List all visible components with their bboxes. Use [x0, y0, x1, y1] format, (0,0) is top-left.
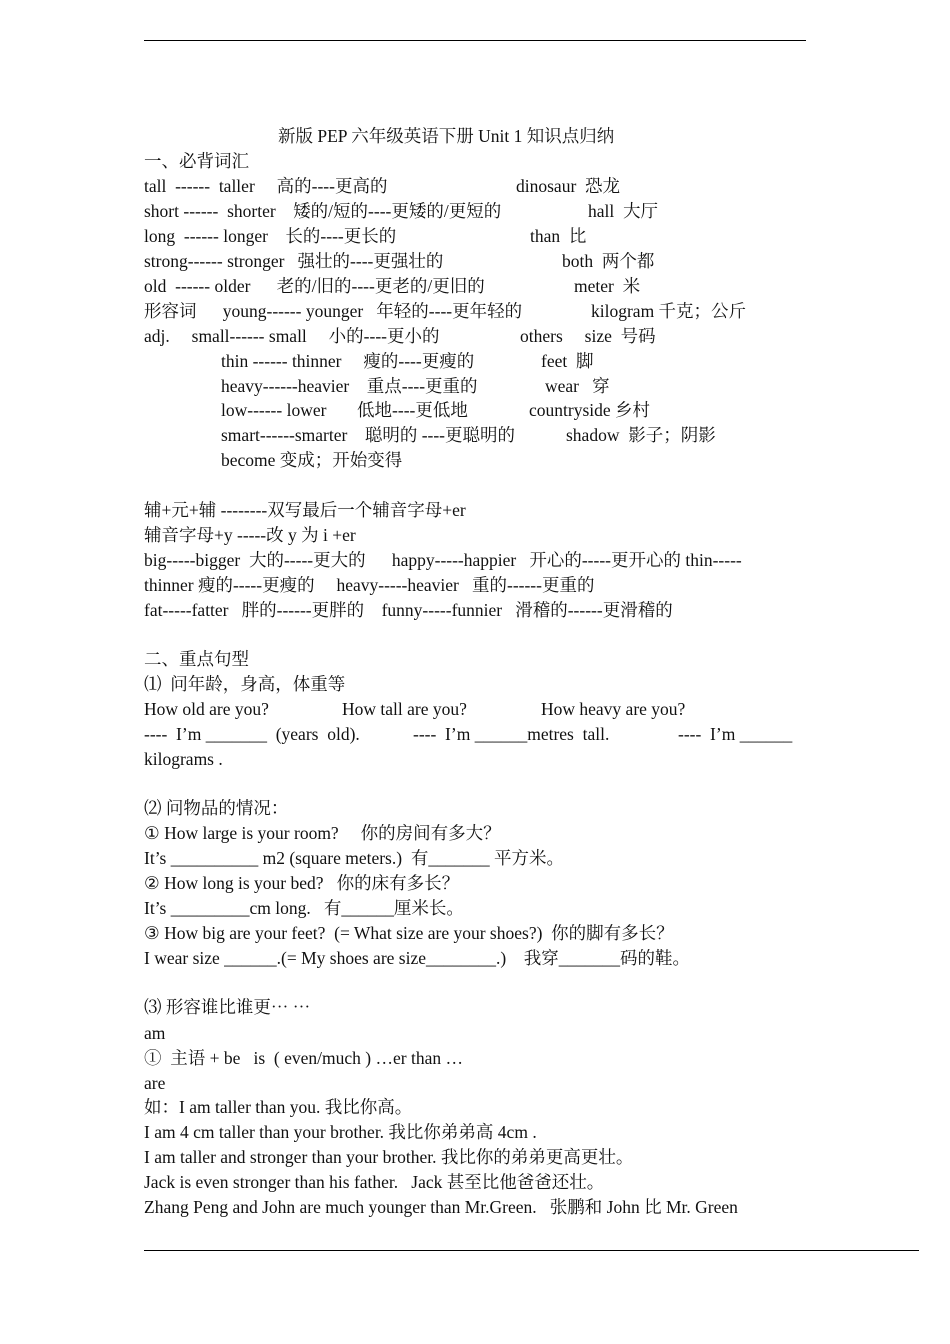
vocab-left: old ------ older 老的/旧的----更老的/更旧的 — [144, 276, 485, 296]
rule-line: big-----bigger 大的-----更大的 happy-----happier 开心的-----更开心的 thin----- — [144, 550, 742, 570]
vocab-left: smart------smarter 聪明的 ----更聪明的 — [221, 425, 516, 445]
vocab-left: strong------ stronger 强壮的----更强壮的 — [144, 251, 444, 271]
vocab-right: than 比 — [530, 226, 587, 246]
page-title: 新版 PEP 六年级英语下册 Unit 1 知识点归纳 — [278, 126, 615, 146]
vocab-right: meter 米 — [574, 276, 641, 296]
text-line: ① How large is your room? 你的房间有多大？ — [144, 823, 501, 843]
vocab-left: low------ lower 低地----更低地 — [221, 400, 468, 420]
vocab-left: adj. small------ small 小的----更小的 — [144, 326, 440, 346]
vocab-left: heavy------heavier 重点----更重的 — [221, 376, 478, 396]
vocab-left: long ------ longer 长的----更长的 — [144, 226, 397, 246]
example-line: Jack is even stronger than his father. Jack 甚至比他爸爸还壮。 — [144, 1172, 605, 1192]
question: How tall are you? — [342, 699, 467, 719]
answer: ---- I’m _______ (years old). — [144, 724, 360, 744]
vocab-right: kilogram 千克；公斤 — [591, 301, 747, 321]
text-line: ③ How big are your feet? (= What size are your shoes?) 你的脚有多长？ — [144, 923, 674, 943]
subsection-title: ⑴ 问年龄，身高，体重等 — [144, 674, 346, 694]
rule-line: 辅音字母+y -----改 y 为 i +er — [144, 525, 356, 545]
rule-line: thinner 瘦的-----更瘦的 heavy-----heavier 重的------更重的 — [144, 575, 595, 595]
vocab-left: become 变成；开始变得 — [221, 450, 403, 470]
be-form: am — [144, 1023, 166, 1043]
subsection-title: ⑶ 形容谁比谁更⋯ ⋯ — [144, 997, 311, 1017]
subsection-title: ⑵ 问物品的情况： — [144, 798, 289, 818]
question: How old are you? — [144, 699, 269, 719]
text-line: It’s __________ m2 (square meters.) 有_______ 平方米。 — [144, 848, 564, 868]
be-form: are — [144, 1073, 166, 1093]
example-line: I am 4 cm taller than your brother. 我比你弟弟高 4cm . — [144, 1122, 537, 1142]
text-line: It’s _________cm long. 有______厘米长。 — [144, 898, 464, 918]
question: How heavy are you? — [541, 699, 686, 719]
rule-line: 辅+元+辅 --------双写最后一个辅音字母+er — [144, 500, 466, 520]
vocab-right: dinosaur 恐龙 — [516, 176, 621, 196]
text-line: I wear size ______.(= My shoes are size________.) 我穿_______码的鞋。 — [144, 948, 690, 968]
section1-heading: 一、必背词汇 — [144, 151, 249, 171]
example-line: I am taller and stronger than your brother. 我比你的弟弟更高更壮。 — [144, 1147, 634, 1167]
vocab-right: countryside 乡村 — [529, 400, 651, 420]
vocab-right: shadow 影子；阴影 — [566, 425, 716, 445]
example-line: 如：I am taller than you. 我比你高。 — [144, 1097, 413, 1117]
vocab-left: thin ------ thinner 瘦的----更瘦的 — [221, 351, 475, 371]
vocab-left: tall ------ taller 高的----更高的 — [144, 176, 388, 196]
example-line: Zhang Peng and John are much younger than Mr.Green. 张鹏和 John 比 Mr. Green — [144, 1197, 738, 1217]
answer: ---- I’m ______ — [678, 724, 793, 744]
rule-line: fat-----fatter 胖的------更胖的 funny-----funnier 滑稽的------更滑稽的 — [144, 600, 673, 620]
header-rule — [144, 40, 806, 41]
vocab-right: both 两个都 — [562, 251, 655, 271]
answer: kilograms . — [144, 749, 223, 769]
text-line: ② How long is your bed? 你的床有多长？ — [144, 873, 460, 893]
vocab-right: wear 穿 — [545, 376, 610, 396]
vocab-left: short ------ shorter 矮的/短的----更矮的/更短的 — [144, 201, 502, 221]
vocab-left: 形容词 young------ younger 年轻的----更年轻的 — [144, 301, 523, 321]
sentence-pattern: ① 主语 + be is ( even/much ) …er than … — [144, 1048, 463, 1068]
vocab-right: feet 脚 — [541, 351, 594, 371]
vocab-right: others size 号码 — [520, 326, 656, 346]
footer-rule — [144, 1250, 919, 1251]
section2-heading: 二、重点句型 — [144, 649, 249, 669]
answer: ---- I’m ______metres tall. — [413, 724, 610, 744]
vocab-right: hall 大厅 — [588, 201, 658, 221]
